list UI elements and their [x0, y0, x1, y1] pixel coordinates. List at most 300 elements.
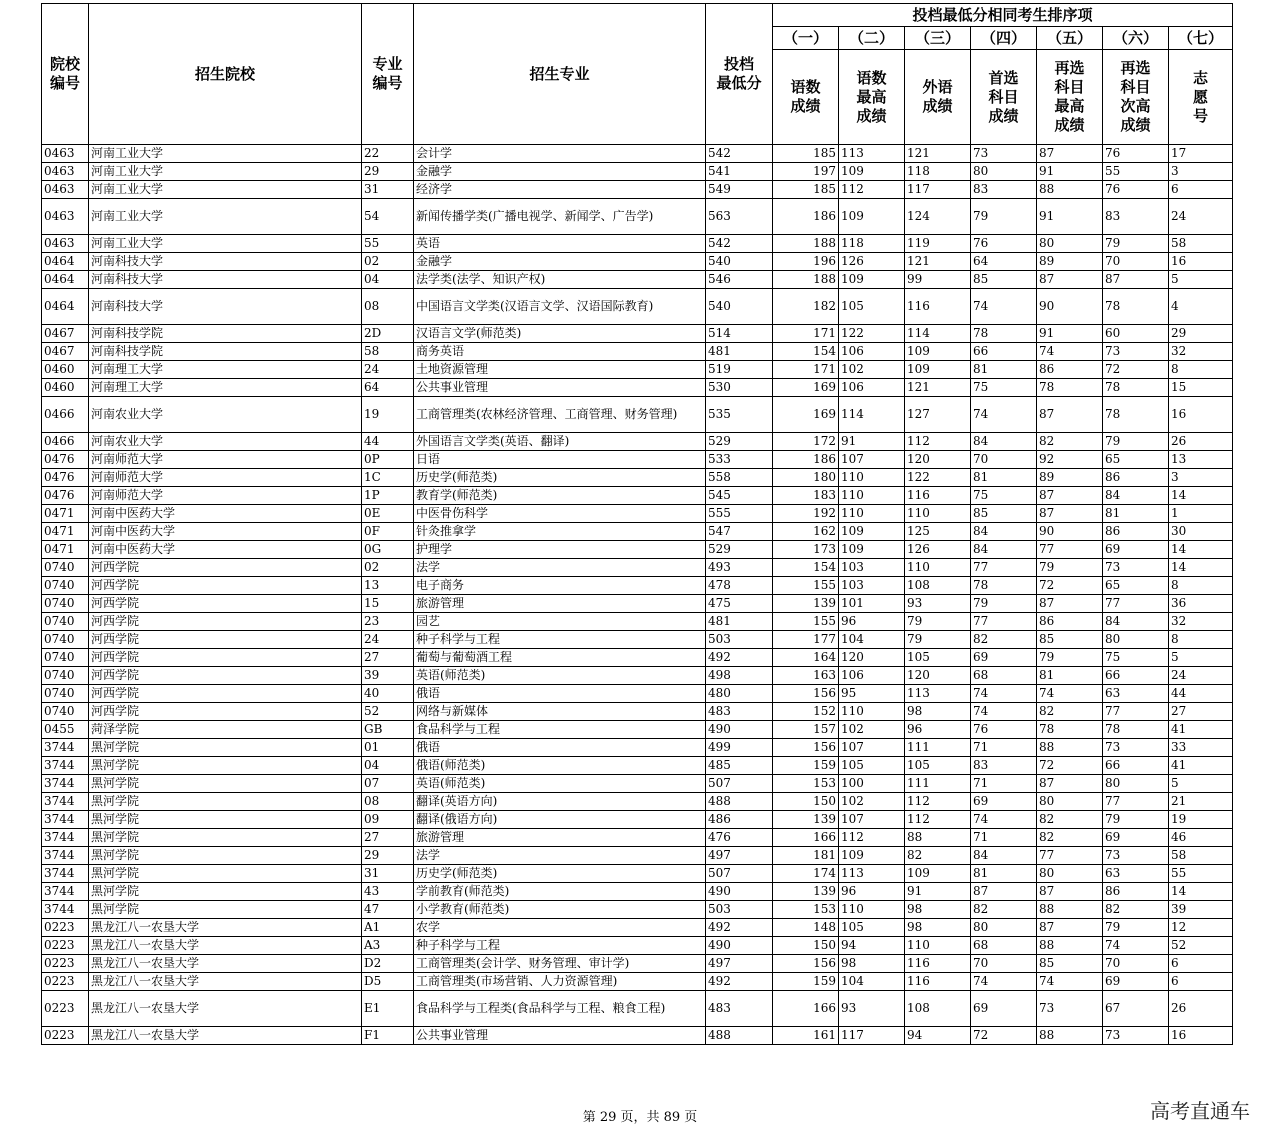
min-score-cell: 542 — [706, 145, 773, 163]
choice-number-cell: 16 — [1169, 1027, 1233, 1045]
score-foreign-cell: 109 — [905, 361, 971, 379]
score-reselect-second-cell: 80 — [1103, 775, 1169, 793]
table-row — [42, 955, 1233, 973]
score-yushu-cell: 156 — [773, 739, 839, 757]
major-name-cell: 种子科学与工程 — [414, 937, 706, 955]
score-reselect-second-cell: 73 — [1103, 739, 1169, 757]
table-row — [42, 613, 1233, 631]
score-foreign-cell: 120 — [905, 667, 971, 685]
score-reselect-max-cell: 85 — [1037, 955, 1103, 973]
score-yushu-max-cell: 120 — [839, 649, 905, 667]
score-reselect-second-cell: 69 — [1103, 973, 1169, 991]
header-label-3-text: 外语 成绩 — [922, 78, 953, 115]
score-reselect-max-cell: 90 — [1037, 523, 1103, 541]
score-first-subject-cell: 71 — [971, 829, 1037, 847]
table-row — [42, 649, 1233, 667]
score-yushu-cell: 161 — [773, 1027, 839, 1045]
score-yushu-cell: 192 — [773, 505, 839, 523]
min-score-cell: 499 — [706, 739, 773, 757]
score-reselect-second-cell: 70 — [1103, 253, 1169, 271]
score-reselect-max-cell: 87 — [1037, 505, 1103, 523]
school-name-cell: 河西学院 — [89, 649, 362, 667]
score-reselect-second-cell: 67 — [1103, 991, 1169, 1027]
school-code-cell: 3744 — [42, 865, 89, 883]
major-name-cell: 中国语言文学类(汉语言文学、汉语国际教育) — [414, 289, 706, 325]
min-score-cell: 507 — [706, 865, 773, 883]
score-foreign-cell: 108 — [905, 577, 971, 595]
table-row — [42, 271, 1233, 289]
score-yushu-max-cell: 112 — [839, 829, 905, 847]
score-reselect-second-cell: 83 — [1103, 199, 1169, 235]
score-first-subject-cell: 75 — [971, 487, 1037, 505]
school-code-cell: 3744 — [42, 811, 89, 829]
score-first-subject-cell: 70 — [971, 955, 1037, 973]
score-first-subject-cell: 69 — [971, 793, 1037, 811]
choice-number-cell: 30 — [1169, 523, 1233, 541]
score-reselect-second-cell: 78 — [1103, 397, 1169, 433]
choice-number-cell: 8 — [1169, 577, 1233, 595]
score-first-subject-cell: 84 — [971, 433, 1037, 451]
school-code-cell: 0460 — [42, 361, 89, 379]
score-reselect-max-cell: 88 — [1037, 739, 1103, 757]
min-score-cell: 529 — [706, 541, 773, 559]
score-reselect-second-cell: 65 — [1103, 451, 1169, 469]
major-name-cell: 日语 — [414, 451, 706, 469]
school-code-cell: 3744 — [42, 793, 89, 811]
score-yushu-cell: 154 — [773, 559, 839, 577]
school-code-cell: 0463 — [42, 235, 89, 253]
score-yushu-cell: 182 — [773, 289, 839, 325]
score-first-subject-cell: 72 — [971, 1027, 1037, 1045]
score-foreign-cell: 112 — [905, 793, 971, 811]
table-row — [42, 523, 1233, 541]
score-yushu-cell: 171 — [773, 361, 839, 379]
min-score-cell: 483 — [706, 991, 773, 1027]
min-score-cell: 476 — [706, 829, 773, 847]
min-score-cell: 481 — [706, 343, 773, 361]
score-foreign-cell: 98 — [905, 703, 971, 721]
choice-number-cell: 33 — [1169, 739, 1233, 757]
score-reselect-max-cell: 74 — [1037, 685, 1103, 703]
header-label-1-text: 语数 成绩 — [790, 78, 821, 115]
school-code-cell: 0740 — [42, 685, 89, 703]
score-reselect-second-cell: 79 — [1103, 811, 1169, 829]
school-code-cell: 0476 — [42, 469, 89, 487]
min-score-cell: 530 — [706, 379, 773, 397]
score-reselect-max-cell: 78 — [1037, 721, 1103, 739]
school-code-cell: 3744 — [42, 847, 89, 865]
score-foreign-cell: 110 — [905, 505, 971, 523]
header-major: 招生专业 — [414, 4, 706, 145]
choice-number-cell: 39 — [1169, 901, 1233, 919]
score-reselect-max-cell: 77 — [1037, 541, 1103, 559]
score-reselect-max-cell: 88 — [1037, 901, 1103, 919]
table-row — [42, 919, 1233, 937]
score-yushu-cell: 139 — [773, 595, 839, 613]
score-yushu-cell: 171 — [773, 325, 839, 343]
score-yushu-cell: 159 — [773, 973, 839, 991]
major-code-cell: 08 — [362, 289, 414, 325]
school-code-cell: 0464 — [42, 253, 89, 271]
major-name-cell: 工商管理类(农林经济管理、工商管理、财务管理) — [414, 397, 706, 433]
score-first-subject-cell: 66 — [971, 343, 1037, 361]
major-name-cell: 食品科学与工程类(食品科学与工程、粮食工程) — [414, 991, 706, 1027]
score-yushu-max-cell: 93 — [839, 991, 905, 1027]
score-yushu-cell: 186 — [773, 451, 839, 469]
score-yushu-max-cell: 104 — [839, 973, 905, 991]
major-name-cell: 法学类(法学、知识产权) — [414, 271, 706, 289]
header-label-6-text: 再选 科目 次高 成绩 — [1120, 59, 1151, 134]
score-yushu-max-cell: 103 — [839, 577, 905, 595]
school-code-cell: 0740 — [42, 703, 89, 721]
school-name-cell: 河南中医药大学 — [89, 541, 362, 559]
min-score-cell: 486 — [706, 811, 773, 829]
min-score-cell: 540 — [706, 253, 773, 271]
score-reselect-max-cell: 80 — [1037, 865, 1103, 883]
score-first-subject-cell: 81 — [971, 865, 1037, 883]
header-label-6 — [1103, 50, 1169, 145]
school-code-cell: 3744 — [42, 775, 89, 793]
score-reselect-second-cell: 73 — [1103, 1027, 1169, 1045]
score-reselect-max-cell: 91 — [1037, 325, 1103, 343]
choice-number-cell: 41 — [1169, 721, 1233, 739]
score-yushu-cell: 166 — [773, 829, 839, 847]
score-yushu-cell: 164 — [773, 649, 839, 667]
score-reselect-max-cell: 82 — [1037, 811, 1103, 829]
score-foreign-cell: 121 — [905, 379, 971, 397]
choice-number-cell: 32 — [1169, 613, 1233, 631]
major-code-cell: 08 — [362, 793, 414, 811]
major-code-cell: 47 — [362, 901, 414, 919]
score-reselect-second-cell: 77 — [1103, 703, 1169, 721]
min-score-cell: 493 — [706, 559, 773, 577]
header-major-code — [362, 4, 414, 145]
min-score-cell: 498 — [706, 667, 773, 685]
score-foreign-cell: 105 — [905, 757, 971, 775]
school-code-cell: 0223 — [42, 955, 89, 973]
header-label-5-text: 再选 科目 最高 成绩 — [1054, 59, 1085, 134]
min-score-cell: 533 — [706, 451, 773, 469]
school-name-cell: 河南科技大学 — [89, 289, 362, 325]
choice-number-cell: 1 — [1169, 505, 1233, 523]
score-foreign-cell: 116 — [905, 289, 971, 325]
score-yushu-cell: 185 — [773, 145, 839, 163]
score-yushu-max-cell: 107 — [839, 811, 905, 829]
choice-number-cell: 3 — [1169, 469, 1233, 487]
major-code-cell: 31 — [362, 181, 414, 199]
major-code-cell: 09 — [362, 811, 414, 829]
score-yushu-cell: 186 — [773, 199, 839, 235]
table-row — [42, 469, 1233, 487]
choice-number-cell: 27 — [1169, 703, 1233, 721]
school-name-cell: 河南科技大学 — [89, 271, 362, 289]
score-reselect-max-cell: 87 — [1037, 919, 1103, 937]
table-row — [42, 685, 1233, 703]
school-name-cell: 河南中医药大学 — [89, 523, 362, 541]
score-foreign-cell: 113 — [905, 685, 971, 703]
score-first-subject-cell: 84 — [971, 523, 1037, 541]
school-code-cell: 0740 — [42, 613, 89, 631]
major-name-cell: 翻译(俄语方向) — [414, 811, 706, 829]
score-first-subject-cell: 83 — [971, 757, 1037, 775]
score-reselect-second-cell: 55 — [1103, 163, 1169, 181]
score-reselect-max-cell: 72 — [1037, 577, 1103, 595]
table-row — [42, 505, 1233, 523]
score-yushu-max-cell: 122 — [839, 325, 905, 343]
table-row — [42, 235, 1233, 253]
school-code-cell: 0463 — [42, 199, 89, 235]
major-code-cell: 55 — [362, 235, 414, 253]
score-yushu-max-cell: 106 — [839, 667, 905, 685]
header-num-1: （一） — [773, 27, 839, 50]
score-reselect-second-cell: 78 — [1103, 379, 1169, 397]
score-yushu-max-cell: 113 — [839, 145, 905, 163]
min-score-cell: 475 — [706, 595, 773, 613]
header-min-score-text: 投档 最低分 — [716, 55, 762, 92]
school-code-cell: 0740 — [42, 559, 89, 577]
major-name-cell: 外国语言文学类(英语、翻译) — [414, 433, 706, 451]
major-name-cell: 金融学 — [414, 253, 706, 271]
min-score-cell: 490 — [706, 721, 773, 739]
major-code-cell: F1 — [362, 1027, 414, 1045]
header-school-code-text: 院校 编号 — [49, 55, 80, 92]
score-foreign-cell: 111 — [905, 739, 971, 757]
score-first-subject-cell: 84 — [971, 541, 1037, 559]
score-yushu-max-cell: 106 — [839, 379, 905, 397]
choice-number-cell: 14 — [1169, 487, 1233, 505]
school-name-cell: 河南科技学院 — [89, 343, 362, 361]
school-name-cell: 黑河学院 — [89, 793, 362, 811]
score-first-subject-cell: 68 — [971, 937, 1037, 955]
major-code-cell: E1 — [362, 991, 414, 1027]
school-name-cell: 河南工业大学 — [89, 145, 362, 163]
score-yushu-cell: 154 — [773, 343, 839, 361]
score-yushu-cell: 173 — [773, 541, 839, 559]
major-name-cell: 中医骨伤科学 — [414, 505, 706, 523]
score-reselect-second-cell: 69 — [1103, 541, 1169, 559]
school-code-cell: 0460 — [42, 379, 89, 397]
min-score-cell: 507 — [706, 775, 773, 793]
school-code-cell: 0223 — [42, 919, 89, 937]
school-name-cell: 河西学院 — [89, 595, 362, 613]
score-yushu-cell: 152 — [773, 703, 839, 721]
score-reselect-second-cell: 65 — [1103, 577, 1169, 595]
score-yushu-cell: 177 — [773, 631, 839, 649]
choice-number-cell: 6 — [1169, 955, 1233, 973]
score-reselect-second-cell: 87 — [1103, 271, 1169, 289]
choice-number-cell: 14 — [1169, 541, 1233, 559]
score-reselect-second-cell: 75 — [1103, 649, 1169, 667]
score-yushu-cell: 155 — [773, 577, 839, 595]
score-yushu-max-cell: 109 — [839, 199, 905, 235]
school-name-cell: 黑河学院 — [89, 811, 362, 829]
major-name-cell: 金融学 — [414, 163, 706, 181]
school-code-cell: 0463 — [42, 181, 89, 199]
school-code-cell: 0471 — [42, 505, 89, 523]
choice-number-cell: 24 — [1169, 667, 1233, 685]
header-num-3: （三） — [905, 27, 971, 50]
score-foreign-cell: 110 — [905, 559, 971, 577]
score-reselect-max-cell: 92 — [1037, 451, 1103, 469]
school-name-cell: 河西学院 — [89, 613, 362, 631]
header-label-5 — [1037, 50, 1103, 145]
score-yushu-cell: 163 — [773, 667, 839, 685]
min-score-cell: 492 — [706, 973, 773, 991]
score-yushu-max-cell: 107 — [839, 451, 905, 469]
table-row — [42, 1027, 1233, 1045]
score-reselect-second-cell: 66 — [1103, 757, 1169, 775]
score-yushu-cell: 169 — [773, 379, 839, 397]
score-reselect-second-cell: 76 — [1103, 145, 1169, 163]
score-yushu-max-cell: 110 — [839, 487, 905, 505]
score-reselect-max-cell: 88 — [1037, 1027, 1103, 1045]
score-reselect-max-cell: 78 — [1037, 379, 1103, 397]
score-yushu-cell: 188 — [773, 271, 839, 289]
major-code-cell: 01 — [362, 739, 414, 757]
major-name-cell: 会计学 — [414, 145, 706, 163]
header-tiebreak-title: 投档最低分相同考生排序项 — [773, 4, 1233, 27]
score-reselect-max-cell: 91 — [1037, 163, 1103, 181]
score-reselect-max-cell: 82 — [1037, 703, 1103, 721]
school-name-cell: 河南理工大学 — [89, 361, 362, 379]
min-score-cell: 492 — [706, 649, 773, 667]
score-yushu-cell: 157 — [773, 721, 839, 739]
score-yushu-cell: 153 — [773, 901, 839, 919]
choice-number-cell: 12 — [1169, 919, 1233, 937]
table-row — [42, 325, 1233, 343]
score-yushu-max-cell: 109 — [839, 163, 905, 181]
school-code-cell: 0476 — [42, 487, 89, 505]
table-row — [42, 667, 1233, 685]
score-first-subject-cell: 85 — [971, 505, 1037, 523]
score-foreign-cell: 116 — [905, 487, 971, 505]
score-yushu-cell: 197 — [773, 163, 839, 181]
score-foreign-cell: 109 — [905, 865, 971, 883]
score-yushu-max-cell: 95 — [839, 685, 905, 703]
score-reselect-second-cell: 66 — [1103, 667, 1169, 685]
school-name-cell: 河南工业大学 — [89, 199, 362, 235]
min-score-cell: 497 — [706, 847, 773, 865]
choice-number-cell: 44 — [1169, 685, 1233, 703]
score-foreign-cell: 93 — [905, 595, 971, 613]
table-row — [42, 775, 1233, 793]
score-foreign-cell: 82 — [905, 847, 971, 865]
score-first-subject-cell: 74 — [971, 703, 1037, 721]
school-name-cell: 黑龙江八一农垦大学 — [89, 919, 362, 937]
major-name-cell: 英语(师范类) — [414, 775, 706, 793]
major-code-cell: 40 — [362, 685, 414, 703]
score-first-subject-cell: 74 — [971, 289, 1037, 325]
score-yushu-max-cell: 113 — [839, 865, 905, 883]
school-name-cell: 河南农业大学 — [89, 433, 362, 451]
score-reselect-second-cell: 79 — [1103, 919, 1169, 937]
score-reselect-max-cell: 73 — [1037, 991, 1103, 1027]
score-first-subject-cell: 75 — [971, 379, 1037, 397]
school-code-cell: 0740 — [42, 631, 89, 649]
score-reselect-second-cell: 76 — [1103, 181, 1169, 199]
score-foreign-cell: 99 — [905, 271, 971, 289]
school-name-cell: 河南师范大学 — [89, 451, 362, 469]
score-foreign-cell: 88 — [905, 829, 971, 847]
major-code-cell: 04 — [362, 271, 414, 289]
major-name-cell: 俄语(师范类) — [414, 757, 706, 775]
score-foreign-cell: 122 — [905, 469, 971, 487]
school-code-cell: 0463 — [42, 145, 89, 163]
score-yushu-cell: 183 — [773, 487, 839, 505]
header-school-code — [42, 4, 89, 145]
school-code-cell: 3744 — [42, 883, 89, 901]
min-score-cell: 485 — [706, 757, 773, 775]
score-reselect-max-cell: 87 — [1037, 271, 1103, 289]
score-reselect-second-cell: 72 — [1103, 361, 1169, 379]
table-row — [42, 289, 1233, 325]
major-code-cell: 23 — [362, 613, 414, 631]
score-foreign-cell: 105 — [905, 649, 971, 667]
table-row — [42, 991, 1233, 1027]
major-code-cell: 29 — [362, 163, 414, 181]
score-reselect-second-cell: 79 — [1103, 433, 1169, 451]
table-row — [42, 379, 1233, 397]
score-yushu-cell: 188 — [773, 235, 839, 253]
score-yushu-max-cell: 102 — [839, 721, 905, 739]
score-first-subject-cell: 82 — [971, 631, 1037, 649]
score-reselect-second-cell: 77 — [1103, 793, 1169, 811]
score-reselect-second-cell: 84 — [1103, 613, 1169, 631]
score-reselect-second-cell: 73 — [1103, 847, 1169, 865]
score-reselect-max-cell: 89 — [1037, 253, 1103, 271]
watermark: 高考直通车 — [1150, 1099, 1250, 1123]
school-name-cell: 河南理工大学 — [89, 379, 362, 397]
major-name-cell: 英语 — [414, 235, 706, 253]
score-first-subject-cell: 76 — [971, 721, 1037, 739]
score-reselect-second-cell: 73 — [1103, 343, 1169, 361]
min-score-cell: 483 — [706, 703, 773, 721]
score-yushu-max-cell: 94 — [839, 937, 905, 955]
major-code-cell: 02 — [362, 559, 414, 577]
score-first-subject-cell: 84 — [971, 847, 1037, 865]
score-first-subject-cell: 64 — [971, 253, 1037, 271]
admission-score-table — [41, 3, 1233, 1045]
table-row — [42, 631, 1233, 649]
score-reselect-max-cell: 81 — [1037, 667, 1103, 685]
major-name-cell: 护理学 — [414, 541, 706, 559]
score-reselect-max-cell: 74 — [1037, 343, 1103, 361]
table-row — [42, 883, 1233, 901]
score-first-subject-cell: 70 — [971, 451, 1037, 469]
header-label-4 — [971, 50, 1037, 145]
school-name-cell: 河南工业大学 — [89, 235, 362, 253]
score-foreign-cell: 120 — [905, 451, 971, 469]
major-code-cell: 58 — [362, 343, 414, 361]
score-foreign-cell: 91 — [905, 883, 971, 901]
school-code-cell: 0223 — [42, 991, 89, 1027]
score-yushu-cell: 181 — [773, 847, 839, 865]
score-yushu-cell: 174 — [773, 865, 839, 883]
score-yushu-cell: 139 — [773, 883, 839, 901]
header-min-score — [706, 4, 773, 145]
score-first-subject-cell: 74 — [971, 973, 1037, 991]
score-foreign-cell: 94 — [905, 1027, 971, 1045]
score-reselect-max-cell: 77 — [1037, 847, 1103, 865]
score-yushu-max-cell: 107 — [839, 739, 905, 757]
score-yushu-cell: 148 — [773, 919, 839, 937]
table-row — [42, 181, 1233, 199]
score-yushu-max-cell: 110 — [839, 901, 905, 919]
score-yushu-cell: 150 — [773, 793, 839, 811]
score-yushu-cell: 159 — [773, 757, 839, 775]
major-code-cell: 19 — [362, 397, 414, 433]
min-score-cell: 492 — [706, 919, 773, 937]
